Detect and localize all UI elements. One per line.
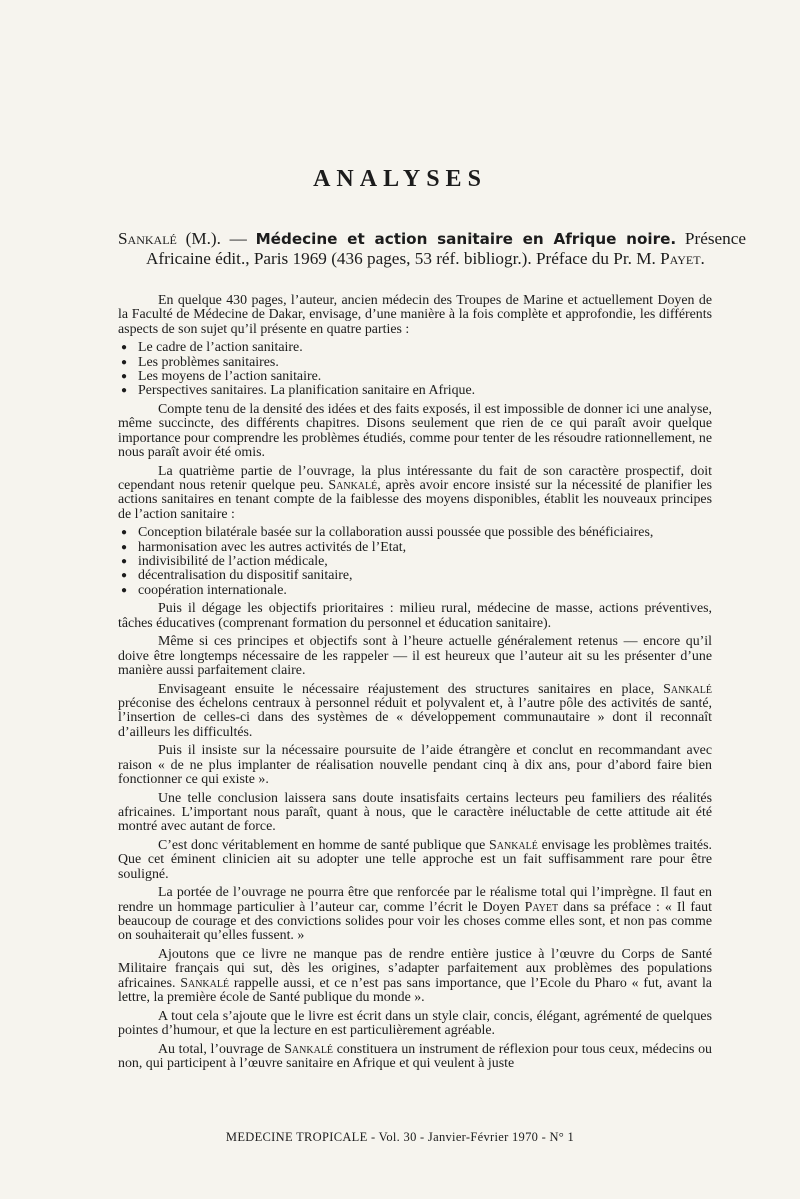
text-run: Ajoutons que ce livre ne manque pas de rendre entière justice à l’œuvre du Corps de Santé Militaire français qui sut, dès les origines, s’adapter parfaitement aux problèmes des populations africaines. xyxy=(118,947,712,991)
text-run: La portée de l’ouvrage ne pourra être que renforcée par le réalisme total qui l’imprègne. Il faut en rendre un hommage particulier à l’auteur car, comme l’écrit le Doyen xyxy=(118,885,712,915)
paragraph: A tout cela s’ajoute que le livre est écrit dans un style clair, concis, élégant, agrémenté de quelques pointes d’humour, et que la lecture en est particulièrement agréable. xyxy=(118,1008,712,1039)
paragraph xyxy=(118,465,712,522)
list-item: ● indivisibilité de l’action médicale, xyxy=(118,555,712,569)
book-reference xyxy=(118,229,746,268)
list-item: ● Les problèmes sanitaires. xyxy=(118,356,712,370)
text-run: Envisageant ensuite le nécessaire réajustement des structures sanitaires en place, xyxy=(158,681,655,697)
paragraph: En quelque 430 pages, l’auteur, ancien médecin des Troupes de Marine et actuellement Doyen de la Faculté de Médecine de Dakar, envisage, d’une manière à la fois complète et approfondie, les différents aspects de son sujet qu’il présente en quatre parties : xyxy=(118,293,712,337)
list-item: ● Les moyens de l’action sanitaire. xyxy=(118,370,712,384)
journal-footer: MEDECINE TROPICALE - Vol. 30 - Janvier-Février 1970 - N° 1 xyxy=(225,1130,575,1144)
parts-list xyxy=(118,341,712,398)
list-item: ● Perspectives sanitaires. La planification sanitaire en Afrique. xyxy=(118,384,712,398)
text-run: Au total, l’ouvrage de xyxy=(158,1041,281,1057)
paragraph xyxy=(118,839,712,882)
book-title: Médecine et action sanitaire en Afrique noire. xyxy=(255,230,677,248)
list-item: ● Conception bilatérale basée sur la collaboration aussi poussée que possible des bénéficiaires, xyxy=(118,526,712,540)
reference-details: Présence Africaine édit., Paris 1969 (436 pages, 53 réf. bibliogr.). Préface du Pr. M. xyxy=(146,229,747,268)
paragraph: Une telle conclusion laissera sans doute insatisfaits certains lecteurs peu familiers des réalités africaines. L’important nous paraît, quant à nous, que le caractère inéluctable de cette attitude ait été montré avec autant de force. xyxy=(118,790,712,835)
paragraph xyxy=(118,1043,712,1072)
reference-end: . xyxy=(700,249,705,268)
page-title: ANALYSES xyxy=(313,166,487,192)
text-run: La quatrième partie de l’ouvrage, la plus intéressante du fait de son caractère prospectif, doit cependant nous retenir quelque peu. xyxy=(118,463,712,494)
paragraph xyxy=(118,886,712,943)
paragraph xyxy=(118,683,712,740)
preface-author: Payet xyxy=(660,249,701,268)
paragraph: Puis il insiste sur la nécessaire poursuite de l’aide étrangère et conclut en recommandant avec raison « de ne plus implanter de réalisation nouvelle pendant cinq à dix ans, pour d’abord faire bien fonctionner ce qui existe ». xyxy=(118,743,712,788)
preface-author-name: Payet xyxy=(524,899,559,915)
list-item: ● coopération internationale. xyxy=(118,584,712,598)
paragraph xyxy=(118,948,712,1005)
paragraph: Puis il dégage les objectifs prioritaires : milieu rural, médecine de masse, actions préventives, tâches éducatives (comprenant formation du personnel et éducation sanitaire). xyxy=(118,601,712,631)
list-item: ● décentralisation du dispositif sanitaire, xyxy=(118,569,712,583)
paragraph: Compte tenu de la densité des idées et des faits exposés, il est impossible de donner ici une analyse, même succincte, des différents chapitres. Disons seulement que rien de ce qui paraît avoir quelque importance pour comprendre les problèmes étudiés, comme pour tenter de les résoudre rationnellement, ne nous paraît avoir été omis. xyxy=(118,402,712,461)
text-run: préconise des échelons centraux à personnel réduit et polyvalent et, à l’autre pôle des activités de santé, l’insertion de celles-ci dans des systèmes de « développement communautaire » dont il reconnaît d’ailleurs les difficultés. xyxy=(118,696,712,740)
principles-list xyxy=(118,526,712,598)
reference-initials: (M.). — xyxy=(185,229,247,248)
text-run: constituera un instrument de réflexion pour tous ceux, médecins ou non, qui participent à l’œuvre sanitaire en Afrique et qui veulent à juste xyxy=(118,1041,712,1071)
text-run: , après avoir encore insisté sur la nécessité de planifier les actions sanitaires en tenant compte de la faiblesse des moyens disponibles, établit les nouveaux principes de l’action sanitaire : xyxy=(118,478,712,522)
author-name: Sankalé xyxy=(284,1041,334,1057)
author-name: Sankalé xyxy=(489,838,538,853)
author-name: Sankalé xyxy=(663,681,712,697)
author-name: Sankalé xyxy=(328,478,378,494)
paragraph: Même si ces principes et objectifs sont à l’heure actuelle généralement retenus — encore qu’il doive être longtemps nécessaire de les rappeler — il est heureux que l’auteur ait su les présenter d’une manière aussi parfaitement claire. xyxy=(118,634,712,679)
list-item: ● harmonisation avec les autres activités de l’Etat, xyxy=(118,541,712,555)
text-run: rappelle aussi, et ce n’est pas sans importance, que l’Ecole du Pharo « fut, avant la lettre, la première école de Santé publique du monde ». xyxy=(118,975,712,1006)
author-name: Sankalé xyxy=(180,975,230,991)
text-run: envisage les problèmes traités. Que cet éminent clinicien ait su adopter une telle approche est un fait suffisamment rare pour être souligné. xyxy=(118,838,712,882)
text-run: C’est donc véritablement en homme de santé publique que xyxy=(158,838,486,853)
text-run: dans sa préface : « Il faut beaucoup de courage et des convictions solides pour voir les choses comme elles sont, et non pas comme on souhaiterait qu’elles fussent. » xyxy=(118,899,712,944)
list-item: ● Le cadre de l’action sanitaire. xyxy=(118,341,712,355)
reference-author: Sankalé xyxy=(118,229,177,248)
review-body xyxy=(118,294,712,1076)
